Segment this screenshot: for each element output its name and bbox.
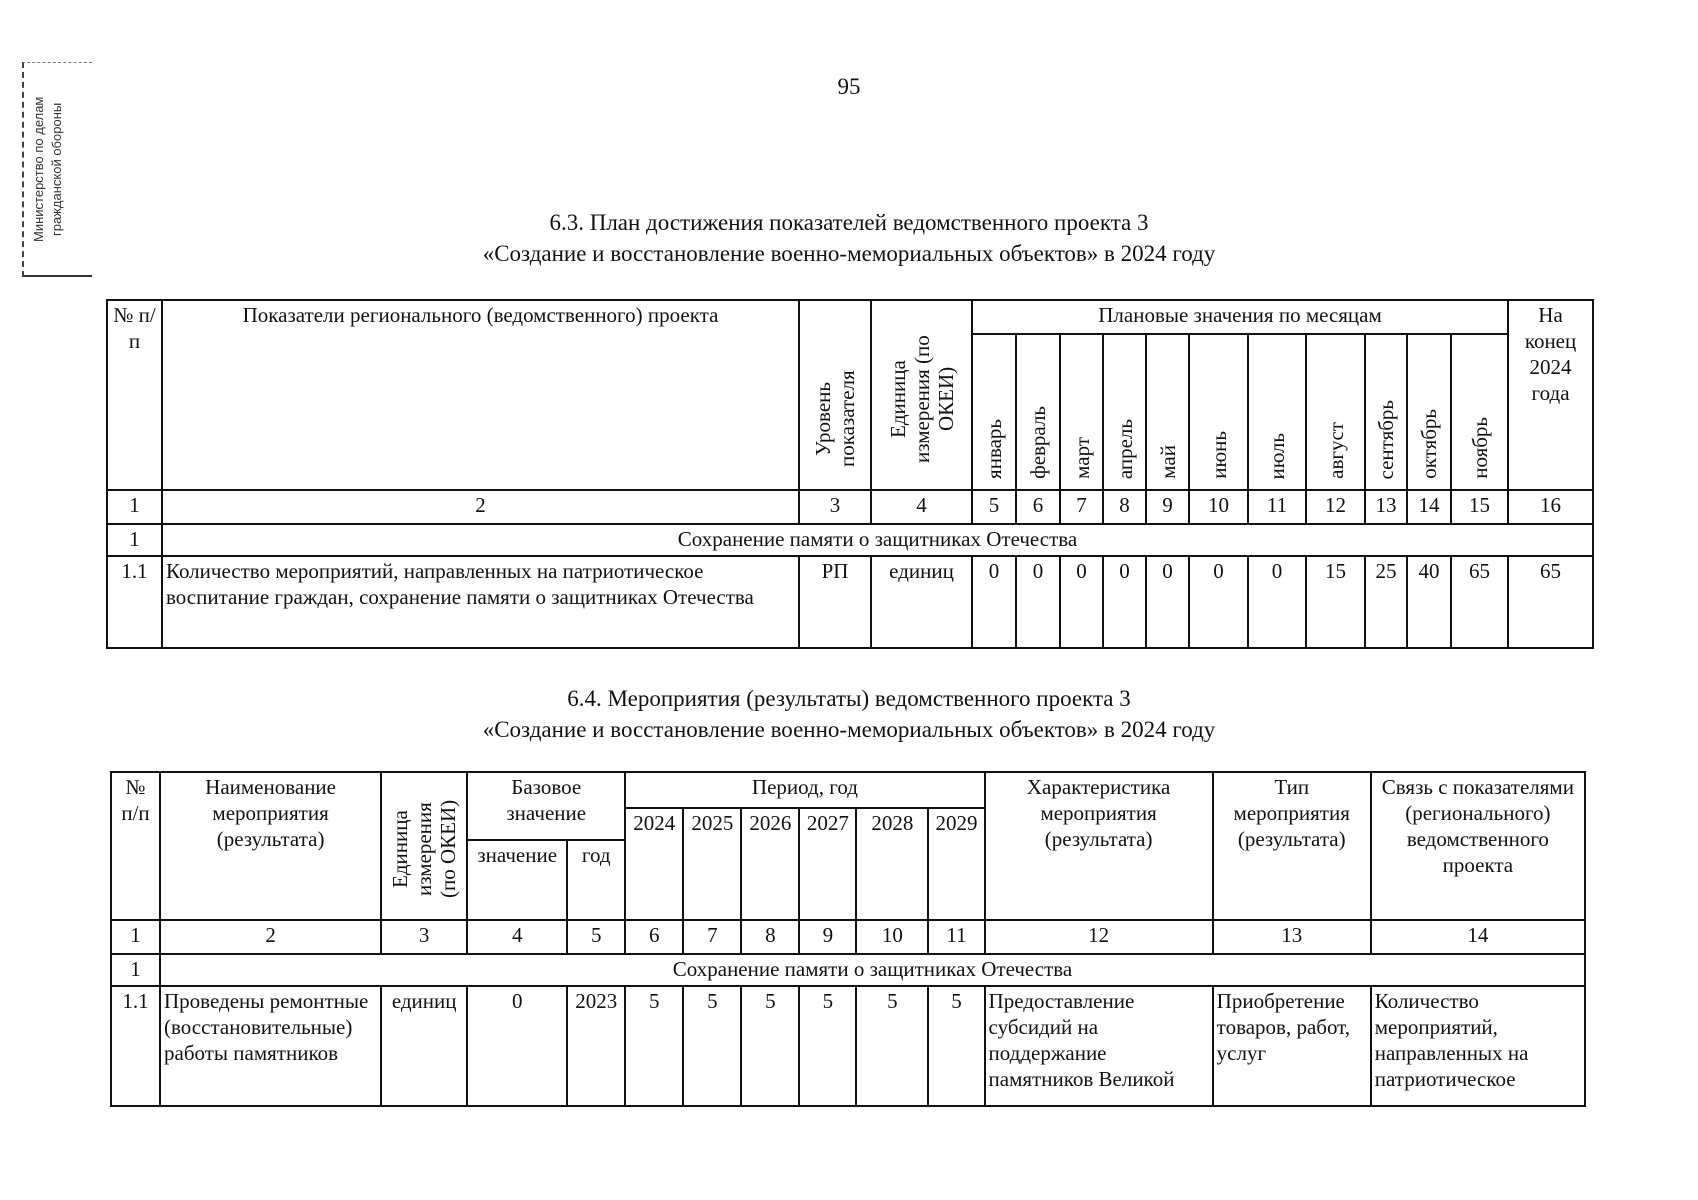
header-month	[1407, 334, 1451, 490]
section-6-4-heading	[0, 683, 1698, 745]
row-unit: единиц	[381, 986, 467, 1106]
col-number: 9	[1146, 490, 1189, 524]
month-label: июнь	[1206, 431, 1231, 479]
header-level: Уровень показателя	[811, 370, 859, 468]
indicators-plan-table	[106, 299, 1594, 649]
month-label: июль	[1265, 432, 1289, 479]
header-month	[1248, 334, 1306, 490]
month-label: февраль	[1026, 406, 1050, 479]
row-month-value: 25	[1365, 556, 1407, 648]
col-number: 7	[1060, 490, 1103, 524]
col-number: 11	[928, 920, 984, 954]
col-number: 12	[985, 920, 1213, 954]
row-type: Приобретение товаров, работ, услуг	[1213, 986, 1371, 1106]
header-month	[972, 334, 1016, 490]
col-number: 7	[683, 920, 741, 954]
col-number: 10	[1189, 490, 1248, 524]
group-row	[107, 524, 1593, 556]
month-label: октябрь	[1417, 409, 1441, 479]
header-activity-name: Наименование мероприятия (результата)	[160, 772, 381, 920]
group-num: 1	[107, 524, 162, 556]
header-year: 2029	[928, 808, 984, 920]
row-year-value: 5	[856, 986, 928, 1106]
col-number: 2	[162, 490, 799, 524]
header-unit: Единица измерения (по ОКЕИ)	[885, 335, 958, 463]
col-number: 3	[381, 920, 467, 954]
header-link: Связь с показателями (регионального) ведомственного проекта	[1371, 772, 1585, 920]
header-type: Тип мероприятия (результата)	[1213, 772, 1371, 920]
row-num: 1.1	[111, 986, 160, 1106]
row-indicator-name: Количество мероприятий, направленных на патриотическое воспитание граждан, сохранение памяти о защитниках Отечества	[162, 556, 799, 648]
month-label: август	[1323, 422, 1348, 479]
row-month-value: 65	[1451, 556, 1508, 648]
header-unit-cell	[871, 300, 972, 490]
month-label: апрель	[1112, 418, 1137, 479]
header-year: 2026	[741, 808, 799, 920]
row-month-value: 0	[1060, 556, 1103, 648]
row-year-value: 5	[799, 986, 856, 1106]
section-6-3-title-line2: «Создание и восстановление военно-мемориальных объектов» в 2024 году	[482, 241, 1216, 266]
header-month	[1189, 334, 1248, 490]
group-num: 1	[111, 954, 160, 986]
row-month-value: 0	[1146, 556, 1189, 648]
row-level: РП	[799, 556, 871, 648]
row-base-year: 2023	[567, 986, 625, 1106]
row-activity-name: Проведены ремонтные (восстановительные) работы памятников	[160, 986, 381, 1106]
row-year-value: 5	[683, 986, 741, 1106]
col-number: 8	[1103, 490, 1146, 524]
col-number: 4	[467, 920, 567, 954]
header-year: 2024	[625, 808, 683, 920]
col-number: 16	[1508, 490, 1593, 524]
stamp-text: Министерство по делам гражданской обороны	[31, 96, 64, 242]
header-unit-cell	[381, 772, 467, 920]
col-number: 11	[1248, 490, 1306, 524]
section-6-3-title-line1: 6.3. План достижения показателей ведомственного проекта 3	[549, 210, 1149, 235]
header-unit: Единица измерения (по ОКЕИ)	[388, 799, 461, 899]
month-label: ноябрь	[1467, 417, 1492, 479]
column-number-row	[111, 920, 1585, 954]
row-unit: единиц	[871, 556, 972, 648]
row-month-value: 0	[1189, 556, 1248, 648]
col-number: 14	[1371, 920, 1585, 954]
column-number-row	[107, 490, 1593, 524]
header-year: 2028	[856, 808, 928, 920]
header-base-value: значение	[467, 840, 567, 920]
month-label: май	[1155, 445, 1180, 479]
header-end-year: На конец 2024 года	[1508, 300, 1593, 490]
group-title: Сохранение памяти о защитниках Отечества	[160, 954, 1585, 986]
row-month-value: 0	[1016, 556, 1060, 648]
col-number: 2	[160, 920, 381, 954]
header-month	[1060, 334, 1103, 490]
col-number: 12	[1306, 490, 1365, 524]
row-end-value: 65	[1508, 556, 1593, 648]
header-indicator: Показатели регионального (ведомственного) проекта	[162, 300, 799, 490]
row-year-value: 5	[928, 986, 984, 1106]
activity-row	[111, 986, 1585, 1106]
row-month-value: 0	[972, 556, 1016, 648]
section-6-4-title-line2: «Создание и восстановление военно-мемориальных объектов» в 2024 году	[482, 717, 1216, 742]
row-base-value: 0	[467, 986, 567, 1106]
col-number: 3	[799, 490, 871, 524]
row-month-value: 0	[1103, 556, 1146, 648]
col-number: 6	[625, 920, 683, 954]
section-6-4-title-line1: 6.4. Мероприятия (результаты) ведомственного проекта 3	[567, 686, 1131, 711]
header-month	[1306, 334, 1365, 490]
row-month-value: 0	[1248, 556, 1306, 648]
row-characteristic: Предоставление субсидий на поддержание памятников Великой	[985, 986, 1213, 1106]
col-number: 4	[871, 490, 972, 524]
month-label: март	[1069, 437, 1094, 479]
header-characteristic: Характеристика мероприятия (результата)	[985, 772, 1213, 920]
header-month	[1016, 334, 1060, 490]
col-number: 15	[1451, 490, 1508, 524]
row-num: 1.1	[107, 556, 162, 648]
col-number: 10	[856, 920, 928, 954]
page-number: 95	[837, 74, 861, 99]
group-row	[111, 954, 1585, 986]
header-num: № п/п	[111, 772, 160, 920]
indicator-row	[107, 556, 1593, 648]
month-label: январь	[982, 419, 1006, 479]
header-num: № п/п	[107, 300, 162, 490]
col-number: 9	[799, 920, 856, 954]
col-number: 13	[1213, 920, 1371, 954]
header-year: 2027	[799, 808, 856, 920]
col-number: 1	[107, 490, 162, 524]
header-month	[1146, 334, 1189, 490]
header-month	[1103, 334, 1146, 490]
header-month	[1451, 334, 1508, 490]
section-6-3-heading	[0, 207, 1698, 269]
header-monthly: Плановые значения по месяцам	[972, 300, 1508, 334]
group-title: Сохранение памяти о защитниках Отечества	[162, 524, 1593, 556]
col-number: 1	[111, 920, 160, 954]
col-number: 6	[1016, 490, 1060, 524]
row-year-value: 5	[741, 986, 799, 1106]
header-year: 2025	[683, 808, 741, 920]
header-base-year: год	[567, 840, 625, 920]
col-number: 14	[1407, 490, 1451, 524]
row-month-value: 40	[1407, 556, 1451, 648]
row-month-value: 15	[1306, 556, 1365, 648]
header-period: Период, год	[625, 772, 984, 808]
row-year-value: 5	[625, 986, 683, 1106]
header-level-cell	[799, 300, 871, 490]
col-number: 5	[567, 920, 625, 954]
month-label: сентябрь	[1374, 399, 1398, 479]
col-number: 8	[741, 920, 799, 954]
header-base: Базовое значение	[467, 772, 625, 840]
header-month	[1365, 334, 1407, 490]
activities-table	[110, 771, 1586, 1107]
row-link: Количество мероприятий, направленных на патриотическое	[1371, 986, 1585, 1106]
col-number: 5	[972, 490, 1016, 524]
col-number: 13	[1365, 490, 1407, 524]
